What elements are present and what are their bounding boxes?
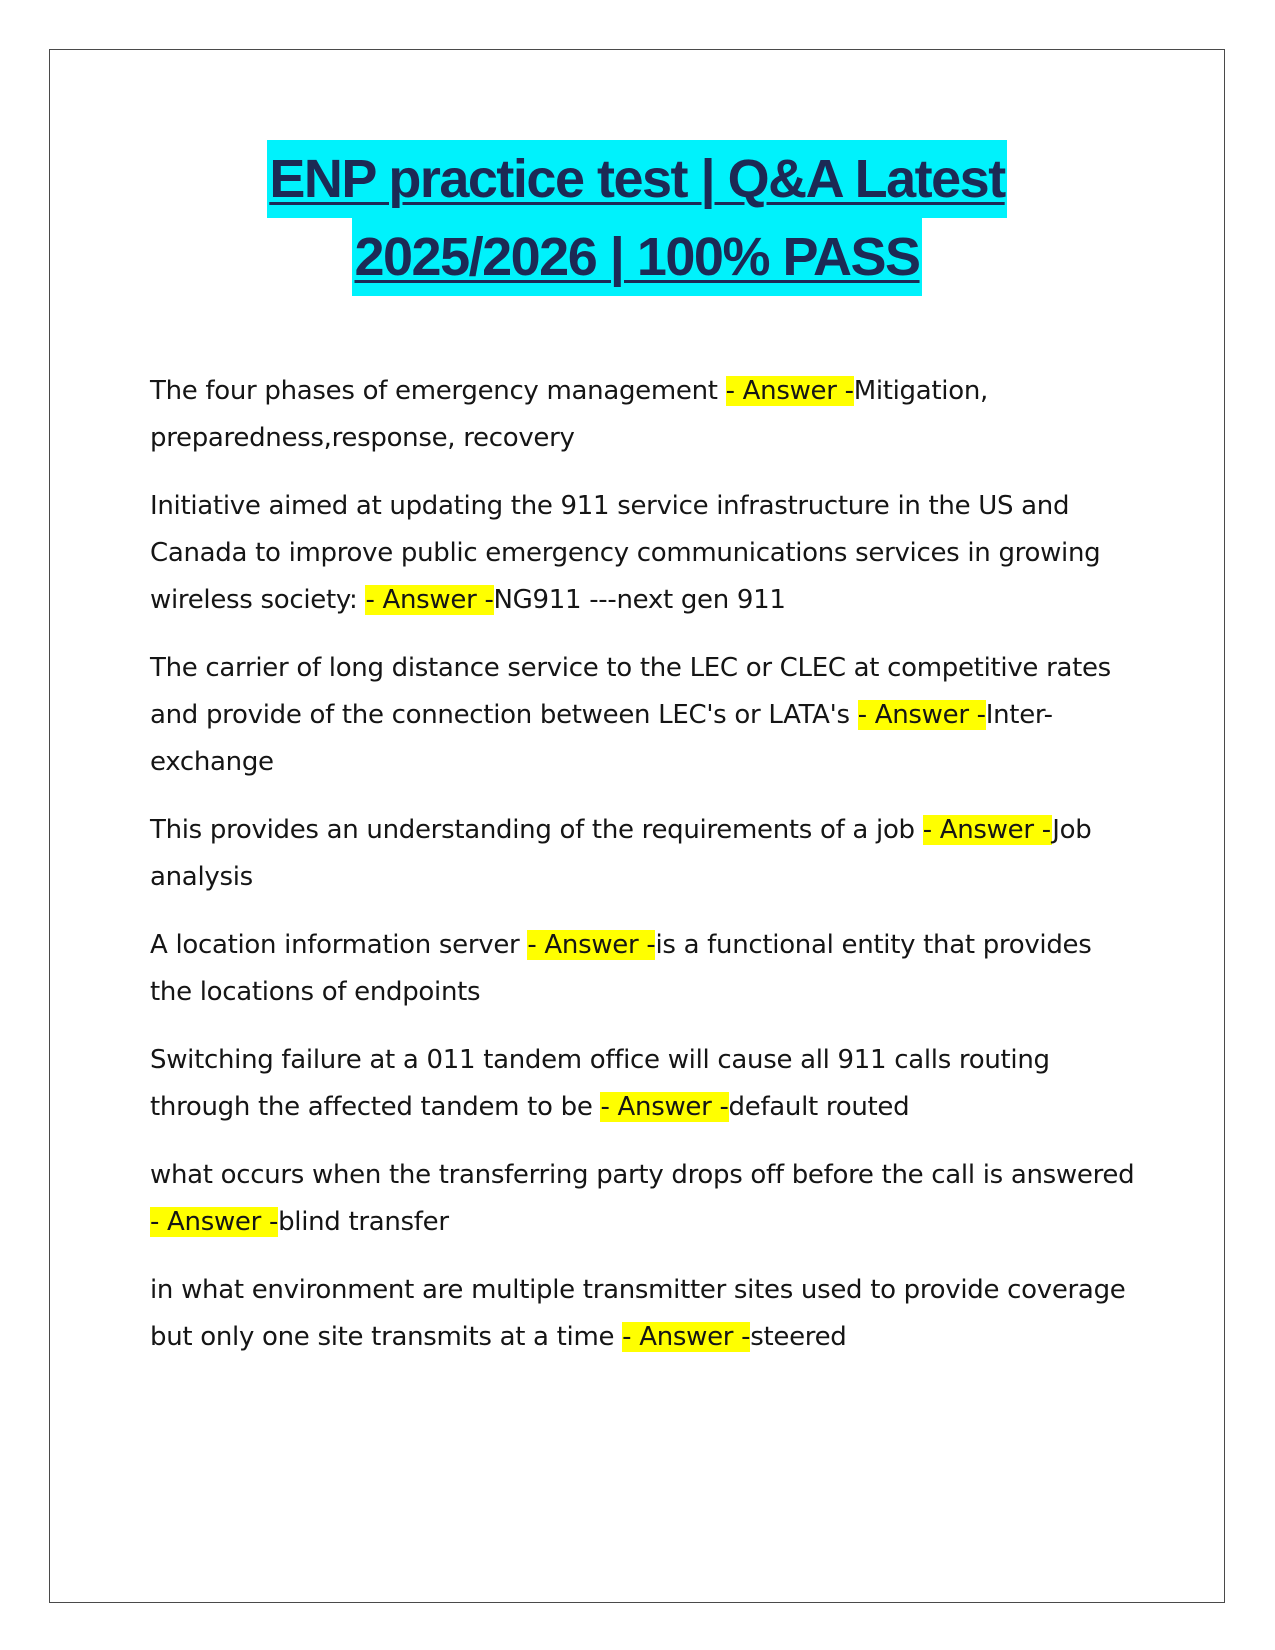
qa-item xyxy=(150,922,1140,1016)
question-text: The carrier of long distance service to the LEC or CLEC at competitive rates and provide of the connection between LEC's or LATA's xyxy=(150,653,1111,730)
title-line-1: ENP practice test | Q&A Latest xyxy=(267,140,1006,218)
answer-marker: - Answer - xyxy=(150,1207,279,1237)
answer-text: steered xyxy=(750,1322,847,1352)
answer-marker: - Answer - xyxy=(527,930,656,960)
answer-text: Job analysis xyxy=(150,815,1092,892)
answer-marker: - Answer - xyxy=(725,376,854,406)
page-title xyxy=(49,140,1225,296)
question-text: This provides an understanding of the requirements of a job xyxy=(150,815,923,845)
qa-item xyxy=(150,368,1140,462)
qa-item xyxy=(150,807,1140,901)
question-text: Initiative aimed at updating the 911 service infrastructure in the US and Canada to improve public emergency communications services in growing wireless society: xyxy=(150,491,1101,615)
answer-text: default routed xyxy=(728,1092,910,1122)
qa-item xyxy=(150,483,1140,624)
qa-item xyxy=(150,1267,1140,1361)
answer-marker: - Answer - xyxy=(622,1322,751,1352)
answer-text: Mitigation, preparedness,response, recovery xyxy=(150,376,988,453)
answer-marker: - Answer - xyxy=(365,585,494,615)
answer-marker: - Answer - xyxy=(857,700,986,730)
answer-marker: - Answer - xyxy=(922,815,1053,845)
answer-text: is a functional entity that provides the locations of endpoints xyxy=(150,930,1092,1007)
question-text: A location information server xyxy=(150,930,528,960)
answer-marker: - Answer - xyxy=(600,1092,729,1122)
answer-text: Inter-exchange xyxy=(150,700,1053,777)
question-text: The four phases of emergency management xyxy=(150,376,726,406)
qa-item xyxy=(150,645,1140,786)
question-text: in what environment are multiple transmitter sites used to provide coverage but only one site transmits at a time xyxy=(150,1275,1126,1352)
question-text: Switching failure at a 011 tandem office will cause all 911 calls routing through the affected tandem to be xyxy=(150,1045,1050,1122)
answer-text: blind transfer xyxy=(278,1207,449,1237)
qa-item xyxy=(150,1037,1140,1131)
qa-item xyxy=(150,1152,1140,1246)
question-text: what occurs when the transferring party drops off before the call is answered xyxy=(150,1160,1135,1190)
answer-text: NG911 ---next gen 911 xyxy=(493,585,786,615)
title-line-2: 2025/2026 | 100% PASS xyxy=(352,218,921,296)
qa-list xyxy=(150,368,1140,1382)
